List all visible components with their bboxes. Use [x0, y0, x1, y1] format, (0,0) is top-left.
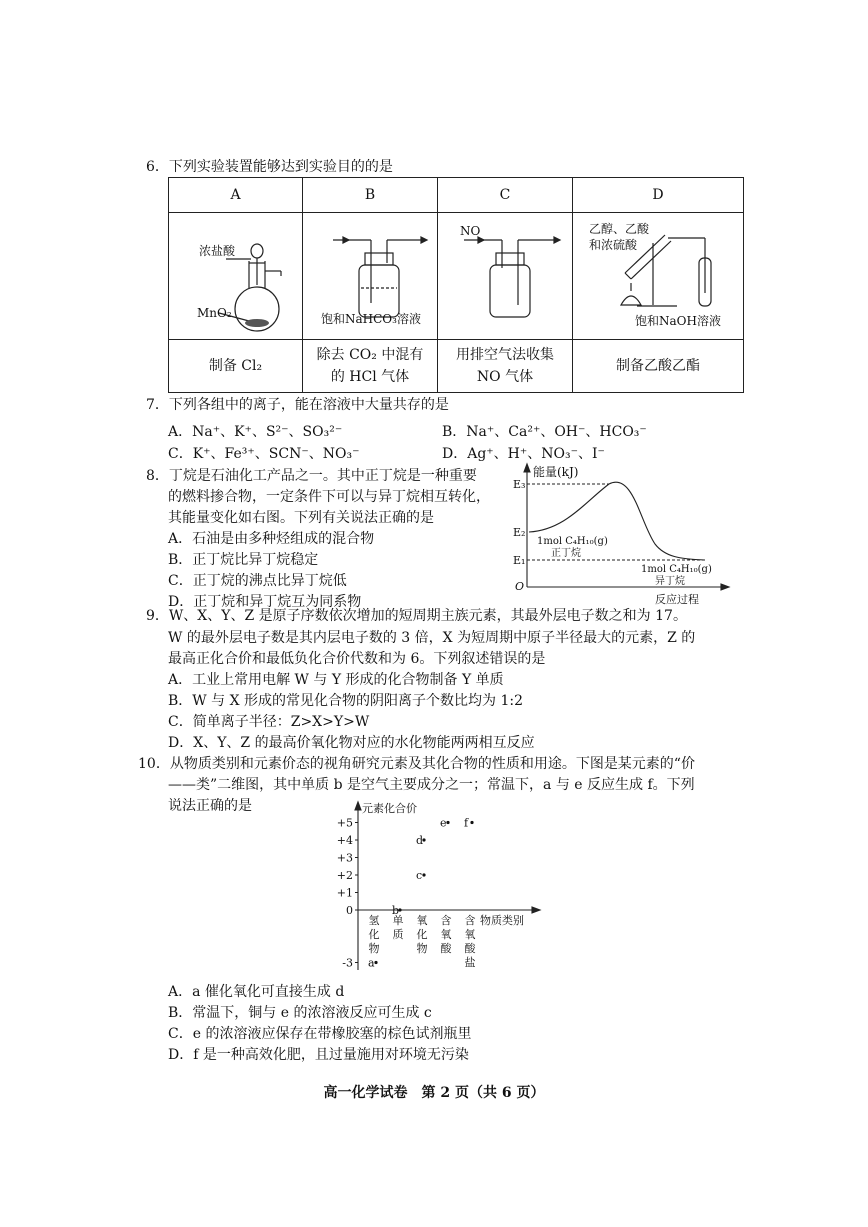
apparatus-d: [573, 213, 744, 340]
q8-option-a: A．石油是由多种烃组成的混合物: [168, 531, 375, 547]
header-d: D: [573, 178, 744, 213]
category-label-2-char-0: 氧: [416, 914, 428, 927]
q7-option-a: A．Na⁺、K⁺、S²⁻、SO₃²⁻: [168, 424, 343, 440]
isobutane-name: 异丁烷: [655, 576, 685, 587]
category-label-2-char-1: 化: [416, 928, 428, 941]
category-label-0-char-0: 氢: [368, 914, 380, 927]
gas-collection-bottle-icon: [438, 213, 572, 335]
header-b: B: [303, 178, 438, 213]
energy-axis-x-arrow: [721, 584, 729, 590]
valence-class-chart: [328, 800, 568, 976]
e1-label: E₁: [513, 554, 526, 567]
apparatus-c: [438, 213, 573, 340]
q10-option-b: B．常温下，铜与 e 的浓溶液反应可生成 c: [168, 1005, 432, 1021]
q7-option-d: D．Ag⁺、H⁺、NO₃⁻、I⁻: [442, 446, 605, 462]
category-label-4-char-3: 盐: [464, 956, 476, 969]
label-naoh: 饱和NaOH溶液: [635, 314, 721, 328]
caption-b: [303, 340, 438, 393]
ytick-label-1: +4: [336, 834, 353, 847]
q8-line2: 的燃料掺合物，一定条件下可以与异丁烷相互转化，: [168, 489, 490, 505]
q8-option-b: B．正丁烷比异丁烷稳定: [168, 552, 319, 568]
energy-ylabel: 能量(kJ): [533, 465, 579, 479]
caption-b-line2: 的 HCl 气体: [330, 369, 410, 385]
label-mno2: MnO₂: [197, 306, 232, 320]
label-reagent2: 和浓硫酸: [589, 238, 638, 252]
energy-xlabel: 反应过程: [655, 593, 699, 606]
q7-option-c: C．K⁺、Fe³⁺、SCN⁻、NO₃⁻: [168, 446, 360, 462]
isobutane-amount: 1mol C₄H₁₀(g): [641, 564, 712, 575]
label-nahco3: 饱和NaHCO₃溶液: [321, 312, 421, 326]
q9-line2: W 的最外层电子数是其内层电子数的 3 倍，X 为短周期中原子半径最大的元素，Z 的: [168, 630, 696, 646]
caption-b-line1: 除去 CO₂ 中混有: [316, 347, 424, 363]
valence-xlabel: 物质类别: [480, 914, 524, 927]
q10-line2: ——类”二维图，其中单质 b 是空气主要成分之一；常温下，a 与 e 反应生成 f。下列: [168, 777, 695, 793]
valence-ylabel: 元素化合价: [362, 802, 417, 815]
energy-axis-y-arrow: [524, 464, 530, 472]
ytick-label-4: +1: [336, 886, 353, 900]
apparatus-a: [169, 213, 303, 340]
category-label-4-char-2: 酸: [464, 942, 476, 955]
chlorine-generator-icon: [169, 213, 302, 335]
origin-label: O: [515, 580, 525, 593]
e2-label: E₂: [513, 526, 526, 539]
ytick-label-0: +5: [336, 816, 353, 830]
q9-option-d: D．X、Y、Z 的最高价氧化物对应的水化物能两两相互反应: [168, 735, 535, 751]
q6-table: [168, 177, 744, 393]
category-label-0-char-1: 化: [368, 928, 380, 941]
point-label-e: e: [440, 816, 447, 830]
category-label-4-char-1: 氧: [464, 928, 476, 941]
q8-line1: 8．丁烷是石油化工产品之一。其中正丁烷是一种重要: [146, 468, 477, 484]
q6-stem: 6．下列实验装置能够达到实验目的的是: [146, 159, 393, 175]
point-label-f: f: [464, 816, 469, 830]
energy-diagram: [505, 462, 735, 607]
ytick-label-5: 0: [346, 904, 353, 917]
caption-c-line1: 用排空气法收集: [456, 347, 554, 363]
label-conc-hcl: 浓盐酸: [199, 244, 236, 258]
q9-option-c: C．简单离子半径：Z>X>Y>W: [168, 714, 370, 730]
caption-c: [438, 340, 573, 393]
q9-option-b: B．W 与 X 形成的常见化合物的阴阳离子个数比均为 1:2: [168, 693, 523, 709]
q7-option-b: B．Na⁺、Ca²⁺、OH⁻、HCO₃⁻: [442, 424, 647, 440]
point-f: [470, 821, 473, 824]
category-label-3-char-2: 酸: [440, 942, 452, 955]
point-label-a: a: [368, 956, 375, 970]
point-label-b: b: [392, 904, 400, 917]
q7-stem: 7．下列各组中的离子，能在溶液中大量共存的是: [146, 397, 449, 413]
category-label-2-char-2: 物: [416, 942, 428, 955]
q10-option-a: A．a 催化氧化可直接生成 d: [168, 984, 345, 1000]
ytick-label-3: +2: [336, 869, 353, 882]
category-label-4-char-0: 含: [464, 914, 476, 927]
q10-option-c: C．e 的浓溶液应保存在带橡胶塞的棕色试剂瓶里: [168, 1026, 472, 1042]
valence-axis-y-arrow: [355, 802, 361, 810]
q8-option-d: D．正丁烷和异丁烷互为同系物: [168, 594, 362, 610]
ytick-label-6: -3: [342, 956, 353, 970]
q8-option-c: C．正丁烷的沸点比异丁烷低: [168, 573, 347, 589]
q9-option-a: A．工业上常用电解 W 与 Y 形成的化合物制备 Y 单质: [168, 672, 504, 688]
q10-option-d: D．f 是一种高效化肥，且过量施用对环境无污染: [168, 1047, 469, 1063]
n-butane-amount: 1mol C₄H₁₀(g): [537, 536, 608, 547]
q8-line3: 其能量变化如右图。下列有关说法正确的是: [168, 510, 434, 526]
gas-washing-bottle-icon: [303, 213, 437, 335]
category-label-0-char-2: 物: [368, 942, 380, 955]
q9-line1: 9．W、X、Y、Z 是原子序数依次增加的短周期主族元素，其最外层电子数之和为 17。: [146, 608, 687, 624]
header-a: A: [169, 178, 303, 213]
category-label-3-char-0: 含: [440, 914, 452, 927]
apparatus-b: [303, 213, 438, 340]
n-butane-name: 正丁烷: [551, 548, 581, 559]
q10-line1: 10．从物质类别和元素价态的视角研究元素及其化合物的性质和用途。下图是某元素的“价: [138, 756, 695, 772]
label-reagent1: 乙醇、乙酸: [589, 222, 650, 236]
category-label-1-char-1: 质: [392, 928, 404, 941]
point-label-c: c: [416, 869, 423, 882]
category-label-1-char-0: 单: [392, 914, 404, 927]
header-c: C: [438, 178, 573, 213]
caption-a: 制备 Cl₂: [169, 340, 303, 393]
page-footer: 高一化学试卷 第 2 页（共 6 页）: [323, 1085, 545, 1101]
caption-d: 制备乙酸乙酯: [573, 340, 744, 393]
ester-preparation-icon: [573, 213, 743, 335]
valence-axis-x-arrow: [532, 907, 540, 913]
point-e: [446, 821, 449, 824]
q9-line3: 最高正化合价和最低负化合价代数和为 6。下列叙述错误的是: [168, 651, 546, 667]
point-label-d: d: [416, 834, 424, 847]
caption-c-line2: NO 气体: [476, 369, 534, 385]
point-a: [374, 961, 377, 964]
point-c: [422, 873, 425, 876]
e3-label: E₃: [513, 478, 526, 491]
category-label-3-char-1: 氧: [440, 928, 452, 941]
q10-line3: 说法正确的是: [168, 798, 252, 814]
label-no: NO: [460, 224, 481, 238]
ytick-label-2: +3: [336, 851, 353, 865]
